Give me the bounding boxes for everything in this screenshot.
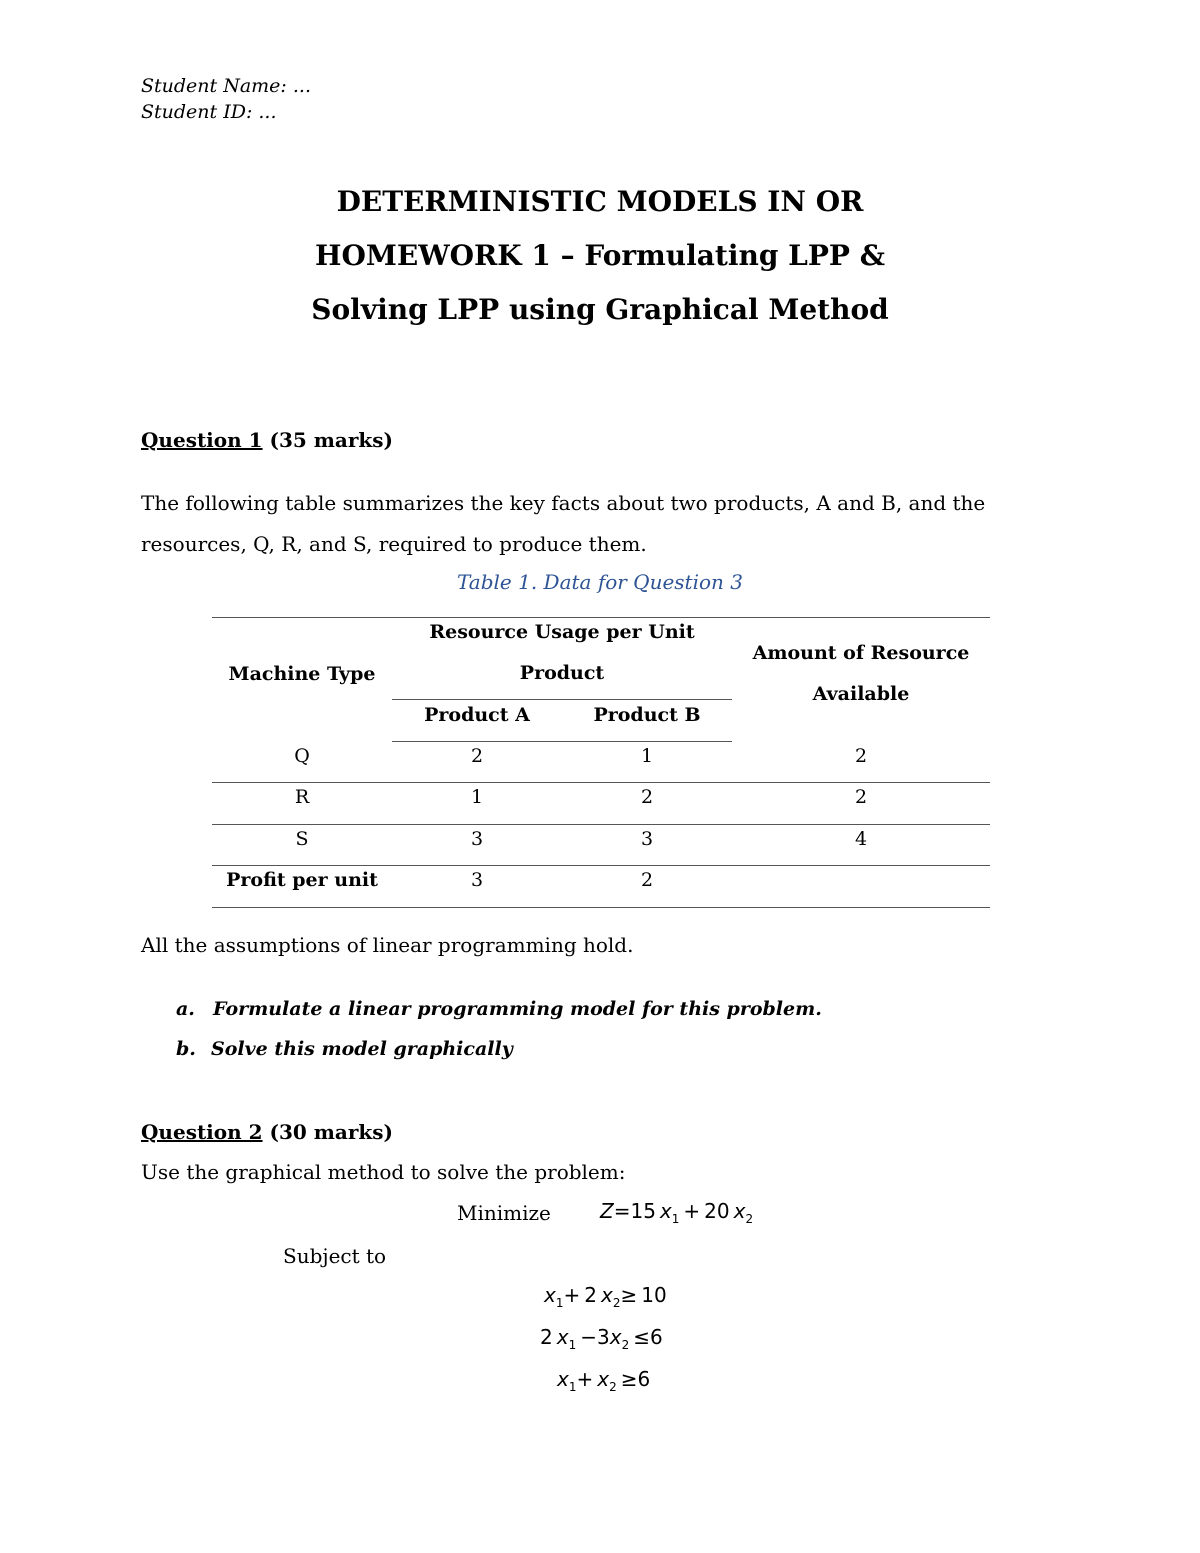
resource-table: [212, 617, 990, 907]
question-2-marks: (30 marks): [269, 1120, 394, 1144]
row-profit-label: Profit per unit: [226, 869, 378, 891]
constraint-2: 2 $x_1 -3x_2 \le 6$: [540, 1325, 663, 1352]
part-b-letter: b.: [176, 1038, 196, 1060]
question-2-intro: Use the graphical method to solve the problem:: [141, 1160, 626, 1184]
subject-to-label: Subject to: [283, 1244, 387, 1268]
row-profit-b: 2: [640, 869, 654, 891]
row-q-a: 2: [470, 745, 484, 767]
objective-label: Minimize: [457, 1201, 551, 1225]
row-r-a: 1: [470, 786, 484, 808]
table-caption: Table 1. Data for Question 3: [457, 570, 743, 594]
title-line-1: DETERMINISTIC MODELS IN OR: [336, 185, 864, 218]
header-product-a: Product A: [424, 704, 530, 726]
question-1-heading: [141, 428, 393, 452]
part-a-letter: a.: [176, 998, 195, 1020]
header-available-line-2: Available: [812, 683, 910, 705]
part-a-text: Formulate a linear programming model for this problem.: [213, 998, 822, 1020]
row-s-type: S: [295, 828, 309, 850]
objective-z: Z: [600, 1199, 614, 1223]
row-q-type: Q: [294, 745, 310, 767]
lp-assumption: All the assumptions of linear programming hold.: [141, 933, 634, 957]
title-line-2: HOMEWORK 1 – Formulating LPP &: [315, 239, 885, 272]
constraint-3: $x_1+ x_2 \ge 6$: [557, 1367, 651, 1394]
student-name: Student Name: ...: [141, 75, 311, 97]
header-usage-line-2: Product: [519, 662, 605, 684]
row-q-available: 2: [854, 745, 868, 767]
row-r-b: 2: [640, 786, 654, 808]
question-1-intro: The following table summarizes the key facts about two products, A and B, and the resources, Q, R, and S, required to produce them.: [141, 491, 986, 556]
question-2-heading: [141, 1120, 393, 1144]
title-line-3: Solving LPP using Graphical Method: [311, 293, 889, 326]
objective-function: Z=15 $x_1 + 20$ $x_2$: [600, 1199, 754, 1226]
row-s-available: 4: [854, 828, 868, 850]
header-available-line-1: Amount of Resource: [752, 642, 970, 664]
row-r-type: R: [294, 786, 310, 808]
question-1-label: Question 1: [141, 428, 263, 452]
question-2-label: Question 2: [141, 1120, 263, 1144]
question-1-marks: (35 marks): [269, 428, 394, 452]
row-profit-a: 3: [470, 869, 484, 891]
student-id: Student ID: ...: [141, 101, 277, 123]
part-b-text: Solve this model graphically: [211, 1038, 513, 1060]
header-usage-line-1: Resource Usage per Unit: [429, 621, 695, 643]
row-r-available: 2: [854, 786, 868, 808]
row-s-a: 3: [470, 828, 484, 850]
header-machine-type: Machine Type: [228, 663, 376, 685]
row-q-b: 1: [640, 745, 654, 767]
table-bottom-rule: [212, 907, 990, 908]
document-title: [0, 175, 1200, 337]
constraint-1: $x_1+ 2$ $x_2\ge 10$: [544, 1283, 667, 1310]
row-s-b: 3: [640, 828, 654, 850]
header-product-b: Product B: [593, 704, 701, 726]
student-info: [141, 73, 311, 125]
